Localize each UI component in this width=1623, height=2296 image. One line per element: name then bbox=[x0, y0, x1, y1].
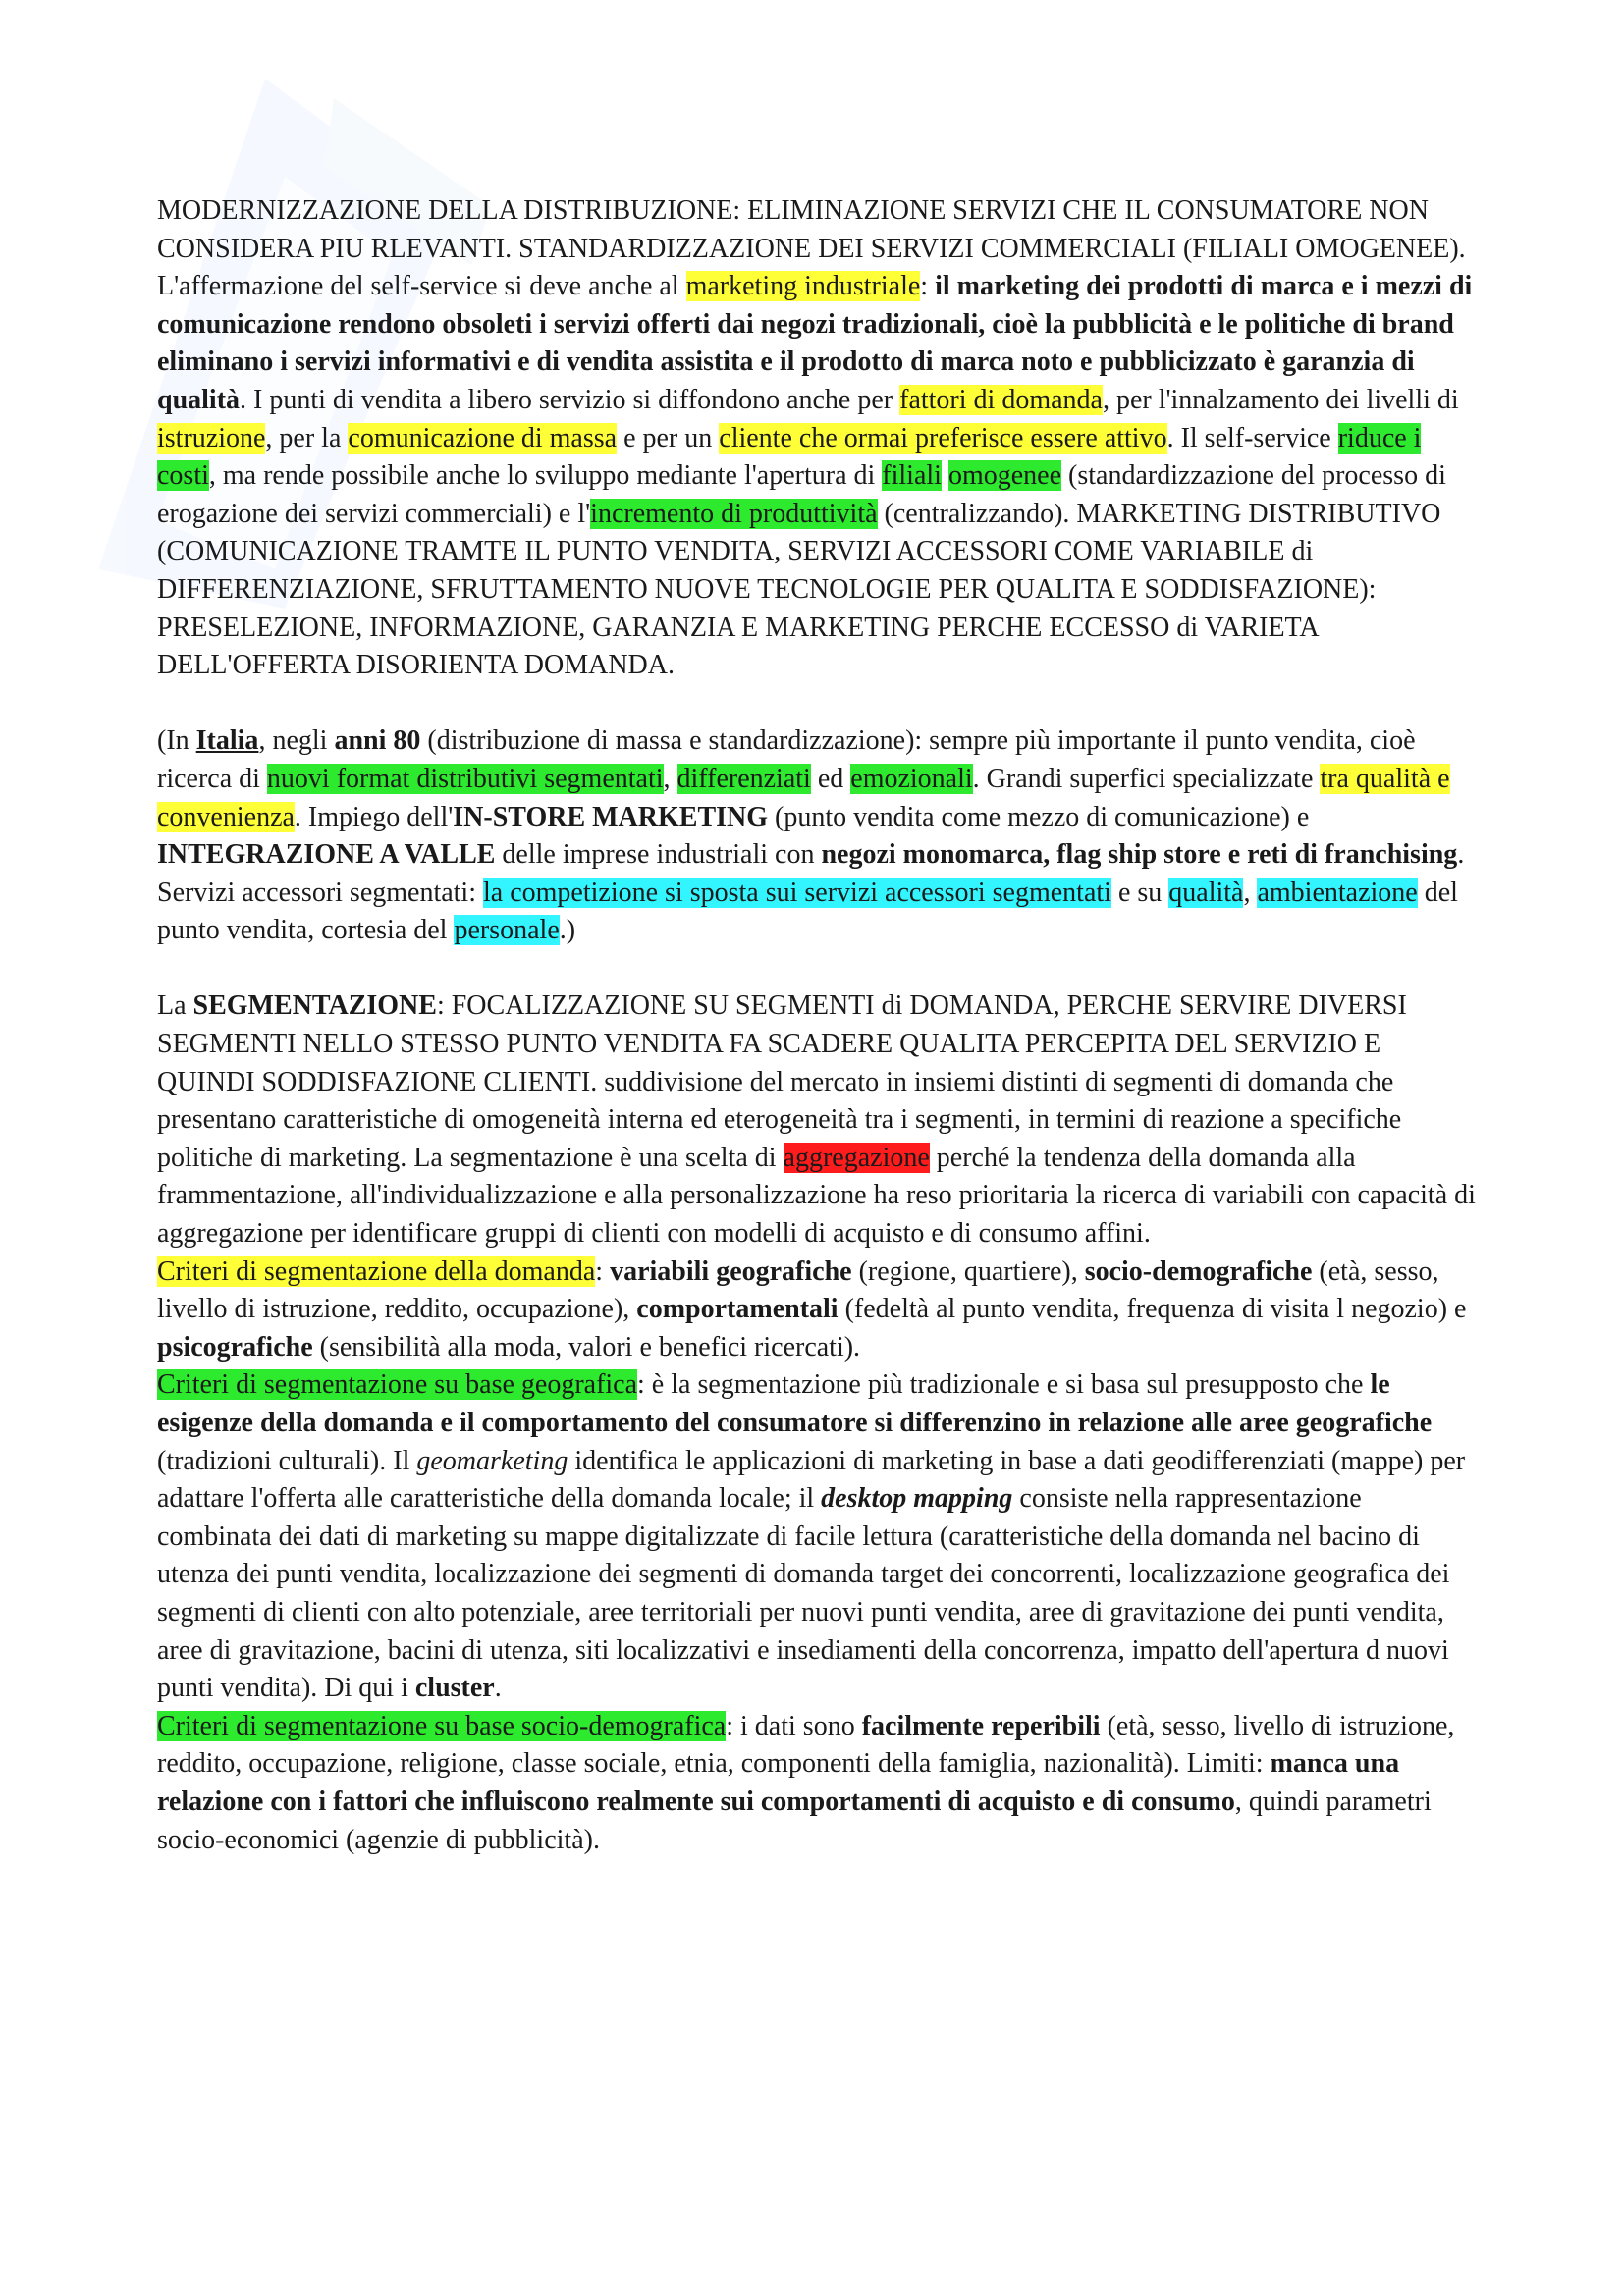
paragraph-criteri-socio-demografica: Criteri di segmentazione su base socio-demografica: i dati sono facilmente reperibili (età, sesso, livello di istruzione, reddito, occupazione, religione, classe sociale, etnia, componenti della famiglia, nazionalità). Limiti: manca una relazione con i fattori che influiscono realmente sui comportamenti di acquisto e di consumo, quindi parametri socio-economici (agenzie di pubblicità). bbox=[157, 1710, 1455, 1855]
highlight-green: incremento di produttività bbox=[590, 498, 878, 529]
bold-text: INTEGRAZIONE A VALLE bbox=[157, 839, 496, 871]
paragraph-italia: (In Italia, negli anni 80 (distribuzione di massa e standardizzazione): sempre più importante il punto vendita, cioè ricerca di nuovi format distributivi segmentati, differenziati ed emozionali. Grandi superfici specializzate tra qualità e convenienza. Impiego dell'IN-STORE MARKETING (punto vendita come mezzo di comunicazione) e INTEGRAZIONE A VALLE delle imprese industriali con negozi monomarca, flag ship store e reti di franchising. bbox=[157, 725, 1465, 871]
highlight-cyan: qualità bbox=[1168, 877, 1244, 908]
paragraph-servizi-accessori: Servizi accessori segmentati: la competizione si sposta sui servizi accessori segmentati e su qualità, ambientazione del punto vendita, cortesia del personale.) bbox=[157, 877, 1458, 946]
bold-underlined-text: Italia bbox=[195, 725, 259, 757]
bold-text: SEGMENTAZIONE bbox=[192, 990, 437, 1022]
bold-text: psicografiche bbox=[157, 1331, 313, 1362]
highlight-green: nuovi format distributivi segmentati bbox=[266, 763, 664, 794]
bold-text: cluster bbox=[414, 1673, 495, 1704]
paragraph-modernizzazione: MODERNIZZAZIONE DELLA DISTRIBUZIONE: ELIMINAZIONE SERVIZI CHE IL CONSUMATORE NON CONSIDERA PIU RLEVANTI. STANDARDIZZAZIONE DEI SERVIZI COMMERCIALI (FILIALI OMOGENEE). L'affermazione del self-service si deve anche al marketing industriale: il marketing dei prodotti di marca e i mezzi di comunicazione rendono obsoleti i servizi offerti dai negozi tradizionali, cioè la pubblicità e le politiche di brand eliminano i servizi informativi e di vendita assistita e il prodotto di marca noto e pubblicizzato è garanzia di qualità. I punti di vendita a libero servizio si diffondono anche per fattori di domanda, per l'innalzamento dei livelli di istruzione, per la comunicazione di massa e per un cliente che ormai preferisce essere attivo. Il self-service riduce i costi, ma rende possibile anche lo sviluppo mediante l'apertura di filiali omogenee (standardizzazione del processo di erogazione dei servizi commerciali) e l'incremento di produttività (centralizzando). MARKETING DISTRIBUTIVO (COMUNICAZIONE TRAMTE IL PUNTO VENDITA, SERVIZI ACCESSORI COME VARIABILE di DIFFERENZIAZIONE, SFRUTTAMENTO NUOVE TECNOLOGIE PER QUALITA E SODDISFAZIONE): PRESELEZIONE, INFORMAZIONE, GARANZIA E MARKETING PERCHE ECCESSO di VARIETA DELL'OFFERTA DISORIENTA DOMANDA. bbox=[157, 195, 1473, 681]
highlight-yellow: Criteri di segmentazione della domanda bbox=[157, 1255, 596, 1287]
highlight-green: filiali bbox=[882, 460, 942, 492]
highlight-green: differenziati bbox=[676, 763, 811, 794]
bold-italic-text: desktop mapping bbox=[821, 1483, 1013, 1515]
bold-text: manca una relazione con i fattori che influiscono realmente sui comportamenti di acquisto e di consumo bbox=[157, 1748, 1400, 1817]
highlight-cyan: ambientazione bbox=[1257, 877, 1418, 908]
paragraph-segmentazione: La SEGMENTAZIONE: FOCALIZZAZIONE SU SEGMENTI di DOMANDA, PERCHE SERVIRE DIVERSI SEGMENTI NELLO STESSO PUNTO VENDITA FA SCADERE QUALITA PERCEPITA DEL SERVIZIO E QUINDI SODDISFAZIONE CLIENTI. suddivisione del mercato in insiemi distinti di segmenti di domanda che presentano caratteristiche di omogeneità interna ed eterogeneità tra i segmenti, in termini di reazione a specifiche politiche di marketing. La segmentazione è una scelta di aggregazione perché la tendenza della domanda alla frammentazione, all'individualizzazione e alla personalizzazione ha reso prioritaria la ricerca di variabili con capacità di aggregazione per identificare gruppi di clienti con modelli di acquisto e di consumo affini. bbox=[157, 990, 1476, 1250]
bold-text: IN-STORE MARKETING bbox=[453, 801, 769, 832]
highlight-yellow: tra qualità e convenienza bbox=[157, 763, 1450, 832]
highlight-cyan: la competizione si sposta sui servizi accessori segmentati bbox=[483, 877, 1111, 908]
bold-text: il marketing dei prodotti di marca e i mezzi di comunicazione rendono obsoleti i servizi offerti dai negozi tradizionali, cioè la pubblicità e le politiche di brand eliminano i servizi informativi e di vendita assistita e il prodotto di marca noto e pubblicizzato è garanzia di qualità bbox=[157, 271, 1473, 415]
bold-text: facilmente reperibili bbox=[861, 1710, 1101, 1741]
highlight-green: Criteri di segmentazione su base socio-demografica bbox=[157, 1710, 727, 1741]
paragraph-criteri-domanda: Criteri di segmentazione della domanda: variabili geografiche (regione, quartiere), socio-demografiche (età, sesso, livello di istruzione, reddito, occupazione), comportamentali (fedeltà al punto vendita, frequenza di visita l negozio) e psicografiche (sensibilità alla moda, valori e benefici ricercati). bbox=[157, 1255, 1467, 1362]
italic-text: geomarketing bbox=[416, 1445, 568, 1476]
bold-text: negozi monomarca, flag ship store e reti di franchising bbox=[821, 839, 1458, 871]
bold-text: socio-demografiche bbox=[1084, 1255, 1313, 1287]
highlight-yellow: comunicazione di massa bbox=[348, 422, 618, 454]
highlight-cyan: personale bbox=[454, 915, 560, 946]
bold-text: le esigenze della domanda e il comportamento del consumatore si differenzino in relazione alle aree geografiche bbox=[157, 1369, 1433, 1438]
highlight-green: emozionali bbox=[850, 763, 973, 794]
bold-text: anni 80 bbox=[334, 725, 421, 757]
highlight-green: omogenee bbox=[947, 460, 1062, 492]
highlight-yellow: cliente che ormai preferisce essere attivo bbox=[719, 422, 1167, 454]
document-body bbox=[157, 192, 1483, 1859]
highlight-green: Criteri di segmentazione su base geografica bbox=[157, 1369, 638, 1401]
paragraph-criteri-geografica: Criteri di segmentazione su base geografica: è la segmentazione più tradizionale e si basa sul presupposto che le esigenze della domanda e il comportamento del consumatore si differenzino in relazione alle aree geografiche (tradizioni culturali). Il geomarketing identifica le applicazioni di marketing in base a dati geodifferenziati (mappe) per adattare l'offerta alle caratteristiche della domanda locale; il desktop mapping consiste nella rappresentazione combinata dei dati di marketing su mappe digitalizzate di facile lettura (caratteristiche della domanda nel bacino di utenza dei punti vendita, localizzazione dei segmenti di domanda target dei concorrenti, localizzazione geografica dei segmenti di clienti con alto potenziale, aree territoriali per nuovi punti vendita, aree di gravitazione dei punti vendita, aree di gravitazione, bacini di utenza, siti localizzativi e insediamenti della concorrenza, impatto dell'apertura d nuovi punti vendita). Di qui i cluster. bbox=[157, 1369, 1466, 1704]
highlight-green: riduce i costi bbox=[157, 422, 1422, 492]
highlight-yellow: istruzione bbox=[157, 422, 266, 454]
highlight-yellow: fattori di domanda bbox=[899, 384, 1103, 415]
bold-text: variabili geografiche bbox=[610, 1255, 852, 1287]
highlight-red: aggregazione bbox=[783, 1142, 930, 1173]
highlight-yellow: marketing industriale bbox=[685, 271, 921, 302]
bold-text: comportamentali bbox=[636, 1294, 839, 1325]
